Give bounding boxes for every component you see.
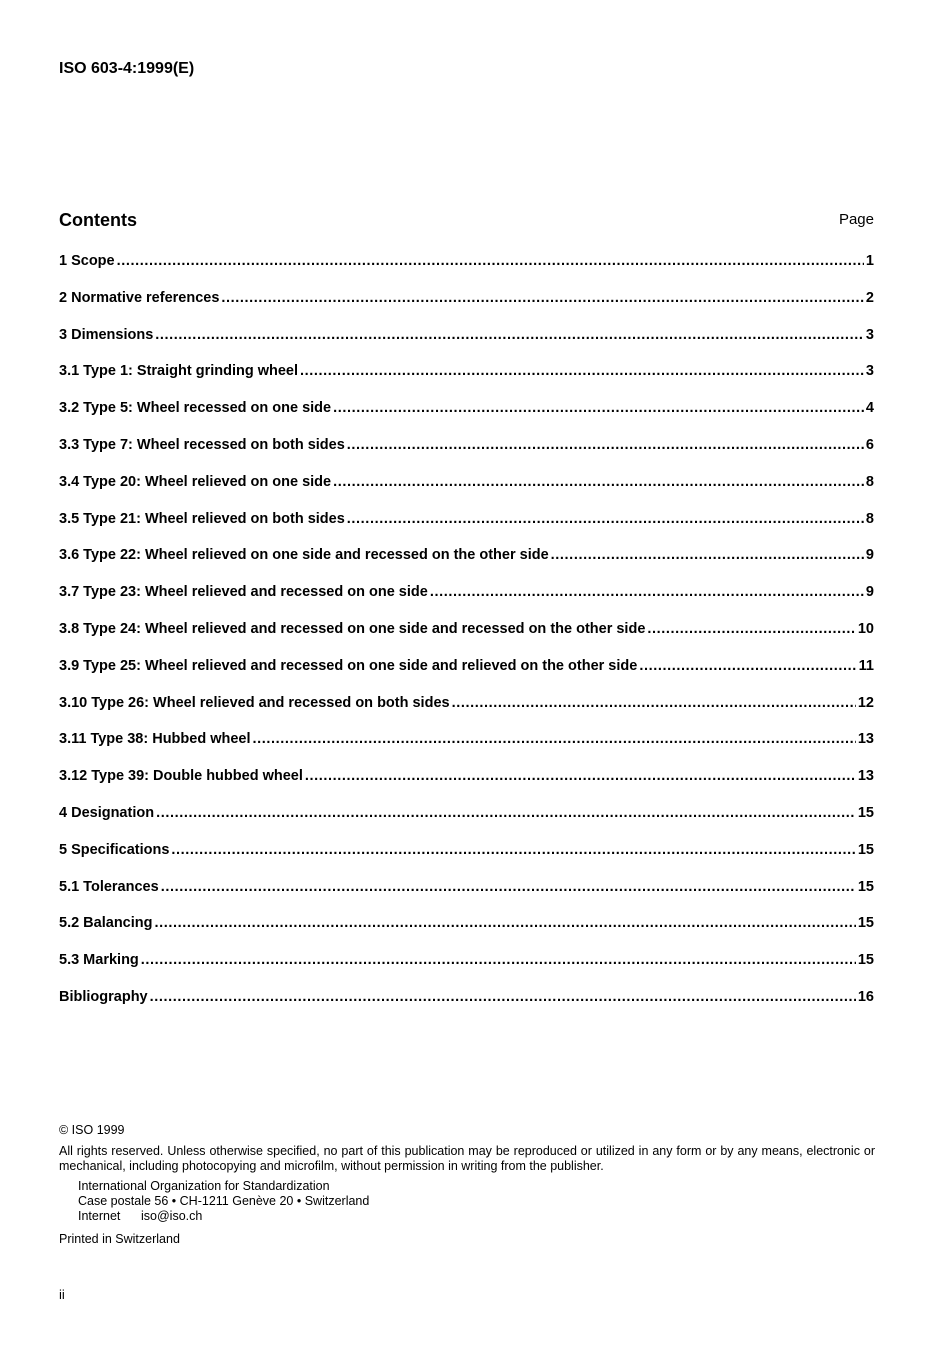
toc-entry-title: 5.1 Tolerances <box>59 878 159 895</box>
toc-entry-page: 9 <box>865 547 874 564</box>
organization-name: International Organization for Standardization <box>78 1179 330 1193</box>
toc-entry-title: 1 Scope <box>59 253 115 269</box>
toc-entry[interactable] <box>59 802 874 839</box>
toc-entry[interactable] <box>59 876 874 913</box>
toc-entry-title: 5.2 Balancing <box>59 915 153 932</box>
toc-dot-leader <box>347 508 864 530</box>
page-column-label: Page <box>838 211 874 228</box>
toc-entry[interactable] <box>59 986 874 1023</box>
toc-entry-title: 3.5 Type 21: Wheel relieved on both sides <box>59 510 345 527</box>
toc-entry[interactable] <box>59 250 874 287</box>
toc-dot-leader <box>156 802 856 824</box>
toc-entry-title: 5.3 Marking <box>59 952 139 969</box>
toc-entry-title: 3.3 Type 7: Wheel recessed on both sides <box>59 436 345 453</box>
toc-entry-page: 13 <box>857 768 874 785</box>
toc-dot-leader <box>452 692 856 714</box>
page-number: ii <box>59 1287 65 1302</box>
toc-entry-title: 3.6 Type 22: Wheel relieved on one side and recessed on the other side <box>59 547 549 564</box>
toc-entry-title: 3.10 Type 26: Wheel relieved and recessed on both sides <box>59 694 450 711</box>
copyright-notice: © ISO 1999 <box>59 1123 125 1137</box>
toc-entry-page: 12 <box>857 694 874 711</box>
toc-entry-page: 11 <box>858 657 874 674</box>
internet-label: Internet <box>78 1209 121 1223</box>
document-id: ISO 603-4:1999(E) <box>59 60 195 77</box>
toc-entry-title: 3 Dimensions <box>59 326 154 343</box>
printed-location: Printed in Switzerland <box>59 1232 180 1246</box>
toc-entry-page: 3 <box>865 363 874 380</box>
postal-address: Case postale 56 • CH-1211 Genève 20 • Switzerland <box>78 1194 370 1208</box>
toc-entry[interactable] <box>59 397 874 434</box>
toc-entry[interactable] <box>59 324 874 361</box>
toc-entry-page: 4 <box>865 400 874 417</box>
toc-entry[interactable] <box>59 360 874 397</box>
toc-entry-title: 3.9 Type 25: Wheel relieved and recessed on one side and relieved on the other side <box>59 657 638 674</box>
toc-entry[interactable] <box>59 471 874 508</box>
toc-entry-title: 2 Normative references <box>59 289 220 306</box>
toc-dot-leader <box>639 655 856 677</box>
toc-entry[interactable] <box>59 287 874 324</box>
internet-contact <box>78 1209 875 1224</box>
toc-entry[interactable] <box>59 765 874 802</box>
toc-entry-title: 3.7 Type 23: Wheel relieved and recessed on one side <box>59 584 428 601</box>
toc-entry-title: 3.12 Type 39: Double hubbed wheel <box>59 768 303 785</box>
toc-entry[interactable] <box>59 508 874 545</box>
toc-entry-page: 10 <box>857 620 874 637</box>
toc-entry[interactable] <box>59 949 874 986</box>
toc-entry-page: 2 <box>865 289 874 306</box>
rights-statement: All rights reserved. Unless otherwise specified, no part of this publication may be reproduced or utilized in any form or by any means, electronic or mechanical, including photocopying and microfilm, without permission in writing from the publisher. <box>59 1144 875 1173</box>
toc-dot-leader <box>171 839 855 861</box>
toc-dot-leader <box>430 581 864 603</box>
toc-entry-title: 3.4 Type 20: Wheel relieved on one side <box>59 473 332 490</box>
publisher-address <box>78 1179 875 1224</box>
toc-entry[interactable] <box>59 544 874 581</box>
toc-entry-page: 6 <box>865 436 874 453</box>
toc-dot-leader <box>551 544 864 566</box>
toc-entry-title: 5 Specifications <box>59 841 170 858</box>
toc-entry[interactable] <box>59 581 874 618</box>
toc-entry-page: 15 <box>857 878 874 895</box>
toc-dot-leader <box>161 876 856 898</box>
toc-dot-leader <box>305 765 856 787</box>
contents-title: Contents <box>59 210 137 230</box>
toc-entry-page: 1 <box>865 253 874 269</box>
contents-header <box>59 208 874 232</box>
toc-dot-leader <box>300 360 864 382</box>
toc-entry-title: 3.8 Type 24: Wheel relieved and recessed on one side and recessed on the other side <box>59 620 646 637</box>
toc-dot-leader <box>253 728 856 750</box>
toc-entry[interactable] <box>59 728 874 765</box>
toc-entry-title: Bibliography <box>59 988 148 1005</box>
toc-entry-page: 15 <box>857 952 874 969</box>
toc-entry[interactable] <box>59 692 874 729</box>
toc-entry-page: 13 <box>857 731 874 748</box>
toc-entry-page: 15 <box>857 915 874 932</box>
toc-dot-leader <box>154 912 855 934</box>
toc-entry-title: 3.11 Type 38: Hubbed wheel <box>59 731 251 748</box>
toc-entry-page: 3 <box>865 326 874 343</box>
toc-dot-leader <box>150 986 856 1008</box>
table-of-contents <box>59 250 874 1023</box>
toc-dot-leader <box>141 949 856 971</box>
toc-entry-title: 3.1 Type 1: Straight grinding wheel <box>59 363 299 380</box>
toc-entry[interactable] <box>59 655 874 692</box>
toc-dot-leader <box>155 324 864 346</box>
toc-entry-title: 3.2 Type 5: Wheel recessed on one side <box>59 400 332 417</box>
toc-dot-leader <box>647 618 855 640</box>
toc-dot-leader <box>221 287 864 309</box>
toc-entry[interactable] <box>59 839 874 876</box>
toc-entry[interactable] <box>59 912 874 949</box>
toc-entry-page: 15 <box>857 804 874 821</box>
toc-entry[interactable] <box>59 618 874 655</box>
toc-entry-title: 4 Designation <box>59 804 155 821</box>
toc-entry-page: 9 <box>865 584 874 601</box>
toc-dot-leader <box>333 471 864 493</box>
toc-dot-leader <box>333 397 864 419</box>
copyright-footer <box>59 1123 875 1247</box>
toc-entry-page: 15 <box>857 841 874 858</box>
toc-entry-page: 8 <box>865 510 874 527</box>
toc-entry[interactable] <box>59 434 874 471</box>
toc-entry-page: 8 <box>865 473 874 490</box>
toc-dot-leader <box>117 250 864 272</box>
toc-dot-leader <box>347 434 864 456</box>
internet-email: iso@iso.ch <box>141 1209 203 1223</box>
toc-entry-page: 16 <box>857 988 874 1005</box>
